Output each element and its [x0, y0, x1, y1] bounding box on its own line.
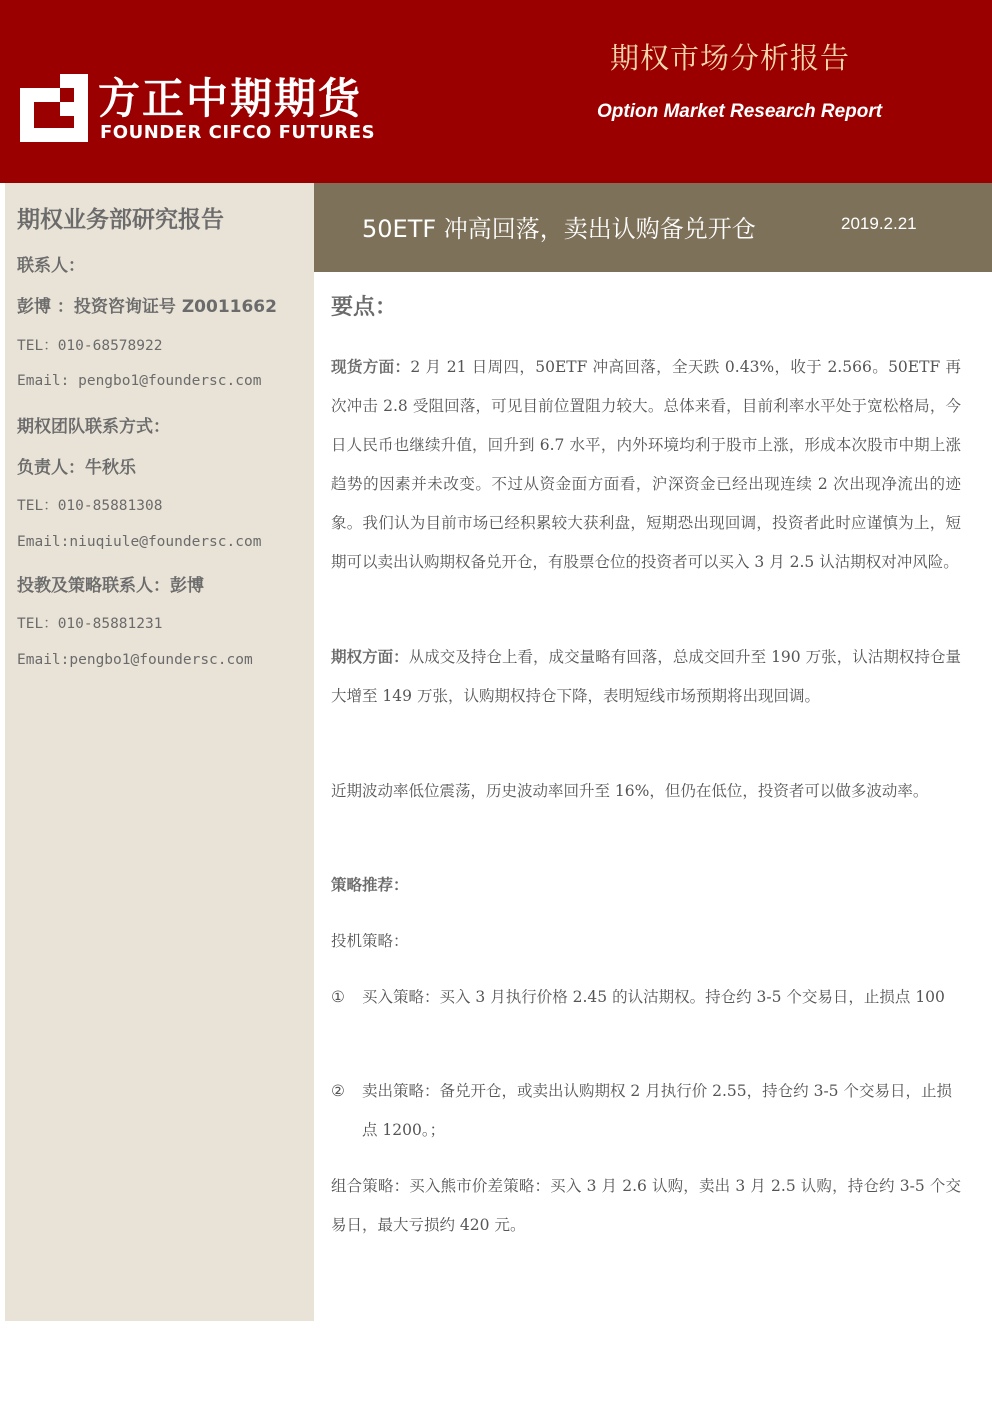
item-text: 买入策略：买入 3 月执行价格 2.45 的认沽期权。持仓约 3-5 个交易日，止损点 100 — [362, 988, 945, 1006]
report-title-bar — [314, 183, 992, 272]
strategy-heading — [331, 866, 961, 905]
strategy-label: 策略推荐： — [331, 876, 409, 894]
edu-contact-label: 投教及策略联系人：彭博 — [17, 576, 204, 596]
edu-tel: TEL：010-85881231 — [17, 616, 163, 632]
item-number: ② — [331, 1082, 345, 1100]
option-text: 从成交及持仓上看，成交量略有回落，总成交回升至 190 万张，认沽期权持仓量大增至 149 万张，认购期权持仓下降，表明短线市场预期将出现回调。 — [331, 648, 961, 705]
speculation-label: 投机策略： — [331, 932, 409, 950]
volatility-paragraph: 近期波动率低位震荡，历史波动率回升至 16%，但仍在低位，投资者可以做多波动率。 — [331, 782, 929, 800]
report-type-cn: 期权市场分析报告 — [610, 41, 851, 75]
edu-email: Email:pengbo1@foundersc.com — [17, 652, 253, 668]
report-header — [0, 0, 992, 183]
item-number: ① — [331, 988, 345, 1006]
contact-label: 联系人： — [17, 256, 85, 276]
company-name-cn: 方正中期期货 — [98, 74, 363, 123]
team-email: Email:niuqiule@foundersc.com — [17, 534, 262, 550]
combo-strategy-paragraph: 组合策略：买入熊市价差策略：买入 3 月 2.6 认购，卖出 3 月 2.5 认购，持仓约 3-5 个交易日，最大亏损约 420 元。 — [331, 1177, 961, 1234]
key-points-heading: 要点： — [331, 295, 398, 320]
item-text: 卖出策略：备兑开仓，或卖出认购期权 2 月执行价 2.55，持仓约 3-5 个交易日，止损点 1200。； — [362, 1082, 952, 1139]
contact-tel: TEL：010-68578922 — [17, 338, 163, 354]
strategy-item — [331, 1072, 961, 1150]
spot-text: 2 月 21 日周四，50ETF 冲高回落，全天跌 0.43%，收于 2.566。50ETF 再次冲击 2.8 受阻回落，可见目前位置阻力较大。总体来看，目前利率水平处于宽松格局，今日人民币也继续升值，回升到 6.7 水平，内外环境均利于股市上涨，形成本次股市中期上涨趋势的因素并未改变。不过从资金面方面看，沪深资金已经出现连续 2 次出现净流出的迹象。我们认为目前市场已经积累较大获利盘，短期恐出现回调，投资者此时应谨慎为上，短期可以卖出认购期权备兑开仓，有股票仓位的投资者可以买入 3 月 2.5 认沽期权对冲风险。 — [331, 358, 961, 571]
company-name-en: FOUNDER CIFCO FUTURES — [100, 122, 376, 143]
team-label: 期权团队联系方式： — [17, 417, 170, 437]
spot-label: 现货方面： — [331, 358, 411, 376]
team-lead: 负责人：牛秋乐 — [17, 458, 136, 478]
department-title: 期权业务部研究报告 — [17, 207, 224, 233]
option-paragraph — [331, 638, 961, 716]
report-type-en: Option Market Research Report — [597, 101, 883, 122]
contact-name: 彭博 ：投资咨询证号 Z0011662 — [17, 297, 277, 317]
strategy-item — [331, 978, 961, 1017]
contact-email: Email: pengbo1@foundersc.com — [17, 373, 262, 389]
contact-sidebar — [5, 183, 314, 1321]
report-title: 50ETF 冲高回落，卖出认购备兑开仓 — [362, 215, 756, 243]
report-date: 2019.2.21 — [841, 214, 917, 233]
company-logo-icon — [20, 74, 88, 142]
option-label: 期权方面： — [331, 648, 409, 666]
team-tel: TEL：010-85881308 — [17, 498, 163, 514]
spot-paragraph — [331, 348, 961, 582]
